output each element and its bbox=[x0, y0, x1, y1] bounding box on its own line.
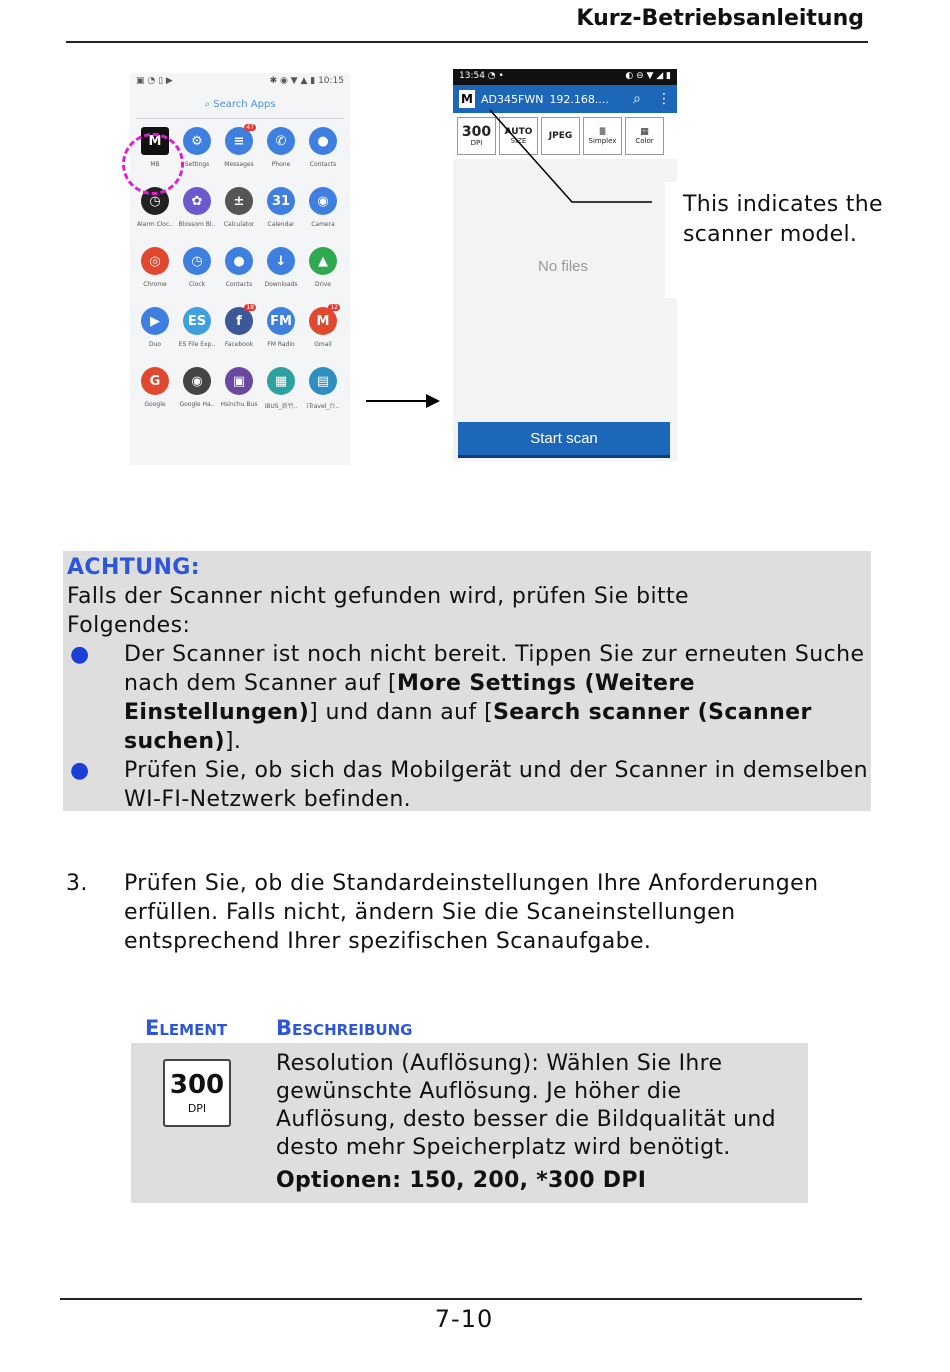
app-label: FM Radio bbox=[267, 341, 295, 348]
app-label: Chrome bbox=[143, 281, 167, 288]
app-label: Hsinchu Bus bbox=[220, 401, 258, 408]
app-label: Duo bbox=[148, 341, 162, 348]
app-glyph: ◎ bbox=[141, 247, 169, 275]
table-header-description: Beschreibung bbox=[276, 1016, 413, 1040]
phone-app-drawer-screenshot bbox=[130, 73, 350, 465]
app-icon-15[interactable] bbox=[134, 307, 176, 367]
tool-value: ▦ bbox=[640, 126, 649, 137]
app-label: iBUS_新竹.. bbox=[264, 403, 298, 410]
app-label: Contacts bbox=[309, 161, 337, 168]
app-icon-13[interactable] bbox=[260, 247, 302, 307]
app-glyph: ▣ bbox=[225, 367, 253, 395]
dpi-icon-value: 300 bbox=[169, 1069, 225, 1100]
page-header-title: Kurz-Betriebsanleitung bbox=[576, 6, 864, 31]
app-icon-6[interactable] bbox=[176, 187, 218, 247]
start-scan-button[interactable]: Start scan bbox=[458, 422, 670, 458]
app-label: MB bbox=[150, 161, 160, 168]
page-number: 7-10 bbox=[434, 1305, 494, 1333]
step-3 bbox=[66, 869, 866, 956]
tool-label: DPI bbox=[470, 139, 483, 147]
app-icon-5[interactable] bbox=[134, 187, 176, 247]
app-label: Phone bbox=[271, 161, 291, 168]
app-icon-24[interactable] bbox=[302, 367, 344, 427]
app-glyph: G bbox=[141, 367, 169, 395]
app-icon-12[interactable] bbox=[218, 247, 260, 307]
app-icon-18[interactable] bbox=[260, 307, 302, 367]
app-label: Google Ha.. bbox=[179, 401, 215, 408]
callout-line-2: scanner model. bbox=[683, 222, 858, 247]
app-glyph: M bbox=[309, 307, 337, 335]
app-label: Settings bbox=[184, 161, 210, 168]
arrow-right-icon bbox=[364, 390, 444, 412]
tool-value: 300 bbox=[461, 124, 492, 140]
app-glyph: ◉ bbox=[183, 367, 211, 395]
app-label: Facebook bbox=[224, 341, 254, 348]
app-label: Drive bbox=[315, 281, 331, 288]
step-text: Prüfen Sie, ob die Standardeinstellungen Ihre Anforderungen erfüllen. Falls nicht, ändern Sie die Scaneinstellungen entsprechend Ihrer spezifischen Scanaufgabe. bbox=[124, 871, 819, 954]
footer-rule bbox=[60, 1298, 862, 1300]
callout-pointer bbox=[480, 108, 670, 208]
app-glyph: ✆ bbox=[267, 127, 295, 155]
step-number: 3. bbox=[66, 871, 88, 896]
search-icon[interactable]: ⌕ bbox=[633, 91, 641, 107]
app-glyph: 31 bbox=[267, 187, 295, 215]
status-icons-left: ▣ ◔ ▯ ▶ bbox=[136, 76, 173, 86]
app-glyph: ± bbox=[225, 187, 253, 215]
app-icon-3[interactable] bbox=[260, 127, 302, 187]
app-glyph: ES bbox=[183, 307, 211, 335]
app-icon-11[interactable] bbox=[176, 247, 218, 307]
app-label: Messages bbox=[224, 161, 254, 168]
app-label: Blossom Bl.. bbox=[178, 221, 216, 228]
app-label: Gmail bbox=[314, 341, 332, 348]
more-menu-icon[interactable]: ⋮ bbox=[657, 91, 671, 107]
app-glyph: ▤ bbox=[309, 367, 337, 395]
tool-value: AUTO bbox=[504, 126, 533, 137]
notice-bullet bbox=[67, 640, 871, 756]
app-label: Camera bbox=[311, 221, 335, 228]
app-glyph: ● bbox=[309, 127, 337, 155]
app-glyph: ● bbox=[225, 247, 253, 275]
status-bar bbox=[130, 73, 350, 91]
app-label: Google bbox=[144, 401, 166, 408]
notification-badge: 12 bbox=[330, 304, 338, 311]
model-callout bbox=[665, 182, 915, 298]
search-icon: ⌕ bbox=[204, 99, 211, 110]
tool-label: Simplex bbox=[588, 136, 617, 145]
bullet-text: Prüfen Sie, ob sich das Mobilgerät und der Scanner in demselben WI-FI-Netzwerk befinden. bbox=[124, 758, 869, 812]
app-label: Contacts bbox=[225, 281, 253, 288]
bullet-text: Der Scanner ist noch nicht bereit. Tippen Sie zur erneuten Suche nach dem Scanner auf [More Settings (Weitere Einstellungen)] und dann auf [Search scanner (Scanner suchen)]. bbox=[124, 642, 865, 754]
tool-value: JPEG bbox=[548, 130, 573, 141]
app-label: Downloads bbox=[264, 281, 298, 288]
app-glyph: ◷ bbox=[183, 247, 211, 275]
app-icon-23[interactable] bbox=[260, 367, 302, 427]
app-icon-7[interactable] bbox=[218, 187, 260, 247]
dpi-icon-unit: DPI bbox=[187, 1101, 207, 1115]
app-icon-2[interactable] bbox=[218, 124, 260, 187]
scanner-model[interactable]: AD345FWN bbox=[481, 92, 544, 106]
notification-badge: 47 bbox=[246, 124, 254, 131]
app-icon-21[interactable] bbox=[176, 367, 218, 427]
table-header-element: Element bbox=[145, 1016, 228, 1040]
app-icon-9[interactable] bbox=[302, 187, 344, 247]
no-files-text: No files bbox=[538, 258, 589, 275]
app-icon-19[interactable] bbox=[302, 304, 344, 367]
app-logo-icon: M bbox=[459, 90, 475, 108]
notice-intro: Falls der Scanner nicht gefunden wird, prüfen Sie bitte bbox=[67, 584, 689, 609]
notice-title: ACHTUNG: bbox=[67, 555, 200, 580]
app-glyph: ▦ bbox=[267, 367, 295, 395]
tool-label: Color bbox=[635, 136, 654, 145]
app-glyph: ≡ bbox=[225, 127, 253, 155]
app-icon-4[interactable] bbox=[302, 127, 344, 187]
tool-value: ≣ bbox=[598, 126, 607, 137]
app-glyph: ▶ bbox=[141, 307, 169, 335]
app-glyph: f bbox=[225, 307, 253, 335]
app-glyph: ◉ bbox=[309, 187, 337, 215]
resolution-options: Optionen: 150, 200, *300 DPI bbox=[276, 1168, 647, 1193]
app-label: iTravel_台.. bbox=[306, 403, 340, 410]
app-glyph: ✿ bbox=[183, 187, 211, 215]
bullet-icon: ● bbox=[70, 758, 90, 783]
callout-line-1: This indicates the bbox=[683, 192, 883, 217]
mb-highlight-circle bbox=[122, 133, 184, 195]
attention-notice bbox=[63, 551, 871, 811]
app-glyph: FM bbox=[267, 307, 295, 335]
app-glyph: ⚙ bbox=[183, 127, 211, 155]
status-bar bbox=[453, 69, 677, 85]
notification-badge: 18 bbox=[246, 304, 254, 311]
app-glyph: ▲ bbox=[309, 247, 337, 275]
app-label: Clock bbox=[188, 281, 206, 288]
notice-bullet bbox=[67, 756, 871, 814]
app-icon-20[interactable] bbox=[134, 367, 176, 427]
app-label: Calculator bbox=[223, 221, 255, 228]
app-label: ES File Exp.. bbox=[178, 341, 216, 348]
app-icon-10[interactable] bbox=[134, 247, 176, 307]
app-icon-16[interactable] bbox=[176, 307, 218, 367]
app-label: Alarm Cloc.. bbox=[136, 221, 174, 228]
app-glyph: M bbox=[141, 127, 169, 155]
status-icons: ◐ ⊖ ▼ ◢ ▮ bbox=[625, 71, 671, 81]
notice-intro-2: Folgendes: bbox=[67, 613, 191, 638]
app-glyph: ↓ bbox=[267, 247, 295, 275]
app-icon-17[interactable] bbox=[218, 304, 260, 367]
tool-label: SIZE bbox=[510, 136, 527, 145]
app-icon-22[interactable] bbox=[218, 367, 260, 427]
scanner-ip: 192.168.... bbox=[549, 92, 609, 106]
resolution-description: Resolution (Auflösung): Wählen Sie Ihre gewünschte Auflösung. Je höher die Auflösung, desto besser die Bildqualität und desto mehr Speicherplatz wird benötigt. bbox=[276, 1051, 776, 1160]
search-apps: ⌕ Search Apps bbox=[204, 99, 276, 110]
app-label: Calendar bbox=[267, 221, 295, 228]
app-glyph: ◷ bbox=[141, 187, 169, 215]
app-icon-8[interactable] bbox=[260, 187, 302, 247]
bullet-icon: ● bbox=[70, 642, 90, 667]
app-icon-14[interactable] bbox=[302, 247, 344, 307]
dpi-icon bbox=[163, 1059, 231, 1127]
header-rule bbox=[66, 41, 868, 43]
status-time: 13:54 ◔ • bbox=[459, 71, 504, 81]
status-time: ✱ ◉ ▼ ▲ ▮ 10:15 bbox=[269, 76, 344, 86]
